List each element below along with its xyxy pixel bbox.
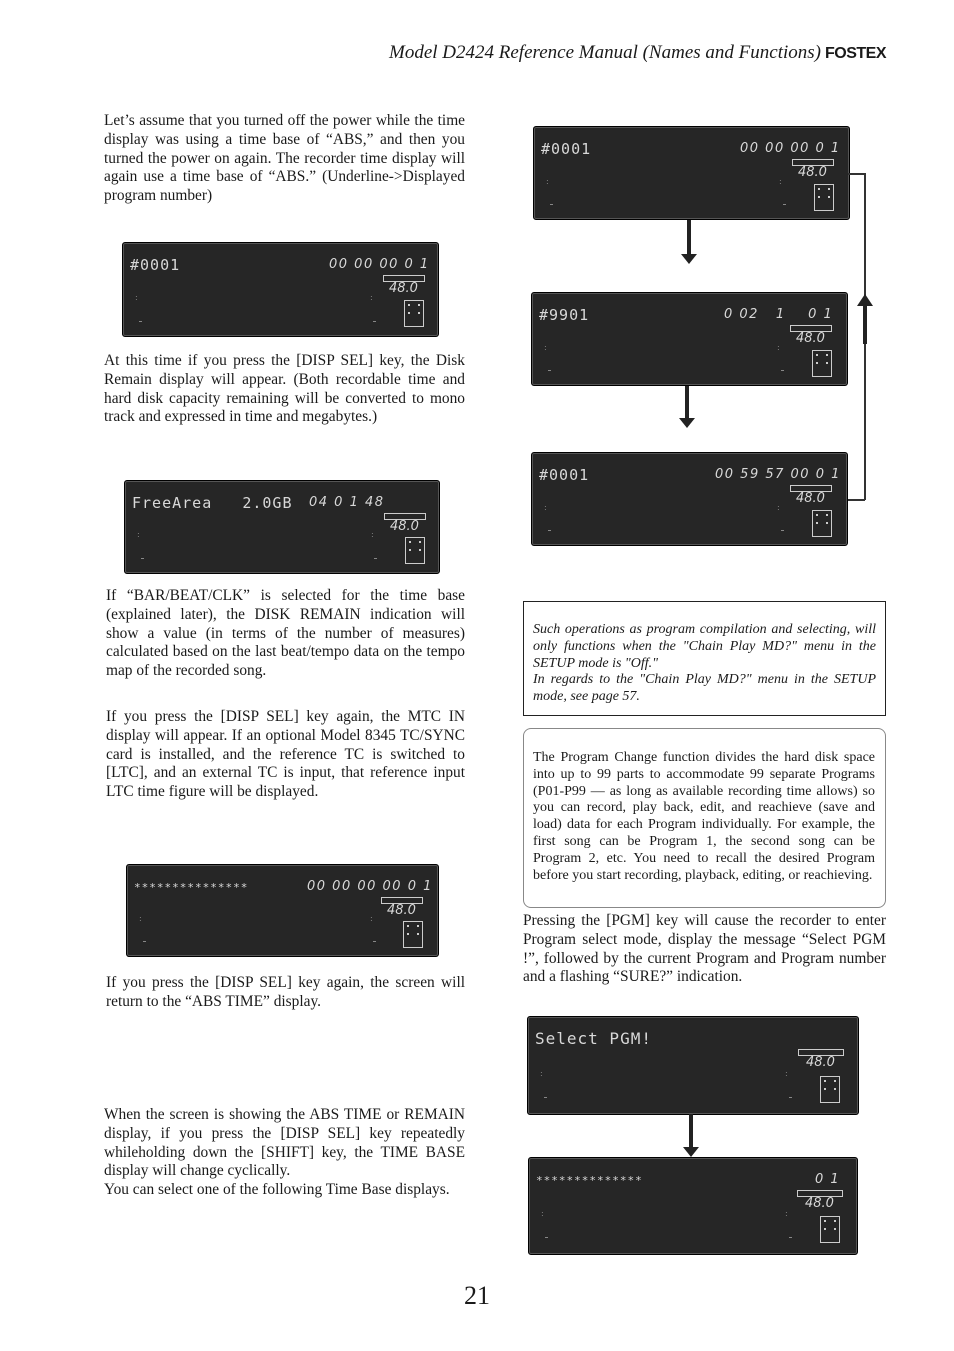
lcd-abs-display bbox=[122, 242, 439, 337]
lcd-dot bbox=[550, 204, 553, 205]
lcd-sample-rate: 48.0 bbox=[798, 165, 827, 180]
info-box-program-change: The Program Change function divides the hard disk space into up to 99 parts to accommodate 99 separate Programs (P01-P99 — as long as available recording time allows) so you can record, play back, edit, and reachieve (save and load) data for each Program individually. For example, the first song can be Program 1, the second song can be Program 2, etc. You need to recall the desired Program before you start recording, playback, editing, or reachieving. bbox=[523, 728, 886, 908]
lcd-dot: : bbox=[544, 343, 547, 352]
arrow-down-icon bbox=[685, 386, 689, 420]
paragraph-mtc-in: If you press the [DISP SEL] key again, the MTC IN display will appear. If an optional Model 8345 TC/SYNC card is installed, and the reference TC is switched to [LTC], and an external TC is input, that reference input LTC time figure will be displayed. bbox=[106, 708, 465, 801]
paragraph-bar-beat: If “BAR/BEAT/CLK” is selected for the time base (explained later), the DISK REMAIN indication will show a value (in terms of the number of measures) calculated based on the last beat/tempo data on the tempo map of the recorded song. bbox=[106, 587, 465, 680]
lcd-dot bbox=[374, 558, 377, 559]
paragraph-time-base: When the screen is showing the ABS TIME or REMAIN display, if you press the [DISP SEL] key repeatedly whileholding down the [SHIFT] key, the TIME BASE display will change cyclically. You can select one of the following Time Base displays. bbox=[104, 1106, 465, 1199]
lcd-sequence-3 bbox=[531, 452, 848, 546]
note-box: Such operations as program compilation and selecting, will only functions when the "Chain Play MD?" menu in the SETUP mode is "Off." In regards to the "Chain Play MD?" menu in the SETUP mode, see page 57. bbox=[523, 601, 886, 716]
page-header bbox=[0, 42, 886, 64]
lcd-dot bbox=[544, 1097, 547, 1098]
lcd-dot bbox=[373, 941, 376, 942]
page-number: 21 bbox=[464, 1281, 490, 1310]
lcd-dot: : bbox=[137, 530, 140, 539]
lcd-program-number: #0001 bbox=[539, 466, 590, 484]
lcd-dot bbox=[141, 558, 144, 559]
lcd-free-area: FreeArea 2.0GB bbox=[132, 494, 293, 512]
arrow-down-icon bbox=[687, 220, 691, 256]
connector-line bbox=[848, 173, 865, 175]
lcd-timecode: 00 59 57 00 0 1 bbox=[715, 467, 841, 482]
lcd-program-number: #9901 bbox=[539, 306, 590, 324]
lcd-timecode: 00 00 00 00 0 1 bbox=[307, 879, 433, 894]
paragraph-pgm-key: Pressing the [PGM] key will cause the recorder to enter Program select mode, display the message “Select PGM !”, followed by the current Program and Program number and a flashing “SURE?” indication. bbox=[523, 912, 886, 986]
lcd-dot bbox=[373, 321, 376, 322]
lcd-meter-icon bbox=[814, 184, 834, 211]
fostex-logo: FOSTEX bbox=[824, 45, 886, 62]
lcd-sequence-2 bbox=[531, 292, 848, 386]
lcd-dot bbox=[143, 941, 146, 942]
lcd-dot: : bbox=[540, 1069, 543, 1078]
connector-line bbox=[848, 499, 865, 501]
lcd-dot bbox=[545, 1237, 548, 1238]
arrow-up-icon bbox=[863, 304, 867, 344]
lcd-dot bbox=[789, 1097, 792, 1098]
lcd-meter-icon bbox=[812, 350, 832, 377]
lcd-program-number: #0001 bbox=[130, 256, 181, 274]
lcd-dot: : bbox=[779, 177, 782, 186]
lcd-dot bbox=[783, 204, 786, 205]
lcd-sample-rate: 48.0 bbox=[796, 491, 825, 506]
lcd-meter-icon bbox=[404, 300, 424, 327]
lcd-dot: : bbox=[139, 914, 142, 923]
lcd-dot: : bbox=[370, 914, 373, 923]
lcd-dot bbox=[548, 370, 551, 371]
lcd-program-select bbox=[528, 1157, 858, 1255]
paragraph-return-abs: If you press the [DISP SEL] key again, the screen will return to the “ABS TIME” display. bbox=[106, 974, 465, 1010]
lcd-sample-rate: 48.0 bbox=[390, 519, 419, 534]
lcd-dot: : bbox=[541, 1209, 544, 1218]
lcd-remain-value: 04 0 1 48 bbox=[309, 495, 385, 510]
lcd-sample-rate: 48.0 bbox=[796, 331, 825, 346]
lcd-meter-icon bbox=[820, 1216, 840, 1243]
lcd-meter-icon bbox=[405, 537, 425, 564]
lcd-mtc-display bbox=[126, 864, 439, 957]
lcd-program-placeholder: ************** bbox=[536, 1174, 643, 1187]
lcd-sequence-1 bbox=[533, 126, 850, 220]
header-title: Model D2424 Reference Manual (Names and Functions) bbox=[389, 42, 821, 63]
lcd-program-value: 0 1 bbox=[815, 1172, 841, 1187]
lcd-dot: : bbox=[785, 1069, 788, 1078]
lcd-dot: : bbox=[785, 1209, 788, 1218]
lcd-select-pgm bbox=[527, 1016, 859, 1115]
lcd-timecode: 0 02 1 0 1 bbox=[724, 307, 834, 322]
lcd-dot bbox=[789, 1237, 792, 1238]
lcd-sample-rate: 48.0 bbox=[387, 903, 416, 918]
lcd-dot: : bbox=[135, 293, 138, 302]
lcd-dot: : bbox=[777, 503, 780, 512]
lcd-sample-rate: 48.0 bbox=[389, 281, 418, 296]
lcd-remain-display bbox=[124, 480, 440, 574]
lcd-dot bbox=[548, 530, 551, 531]
lcd-meter-icon bbox=[403, 921, 423, 948]
arrow-down-icon bbox=[689, 1114, 693, 1149]
lcd-program-number: #0001 bbox=[541, 140, 592, 158]
lcd-dot: : bbox=[544, 503, 547, 512]
lcd-sample-rate: 48.0 bbox=[806, 1055, 835, 1070]
lcd-sample-rate: 48.0 bbox=[805, 1196, 834, 1211]
lcd-meter-icon bbox=[812, 510, 832, 537]
lcd-dot bbox=[781, 370, 784, 371]
lcd-dot: : bbox=[370, 293, 373, 302]
lcd-timecode: 00 00 00 0 1 bbox=[329, 257, 430, 272]
lcd-dot: : bbox=[777, 343, 780, 352]
lcd-dot: : bbox=[371, 530, 374, 539]
paragraph-disk-remain: At this time if you press the [DISP SEL] key, the Disk Remain display will appear. (Both recordable time and hard disk capacity remaining will be converted to mono track and expressed in time and megabytes.) bbox=[104, 352, 465, 426]
lcd-select-message: Select PGM! bbox=[535, 1029, 652, 1048]
lcd-dot: : bbox=[546, 177, 549, 186]
paragraph-abs-power: Let’s assume that you turned off the power while the time display was using a time base of “ABS,” and then you turned the power on again. The recorder time display will again use a time base of “ABS.” (Underline->Displayed program number) bbox=[104, 112, 465, 205]
lcd-timecode: 00 00 00 0 1 bbox=[740, 141, 841, 156]
lcd-dot bbox=[781, 530, 784, 531]
lcd-dot bbox=[139, 321, 142, 322]
lcd-meter-icon bbox=[820, 1076, 840, 1103]
lcd-mtc-placeholder: *************** bbox=[134, 881, 249, 894]
